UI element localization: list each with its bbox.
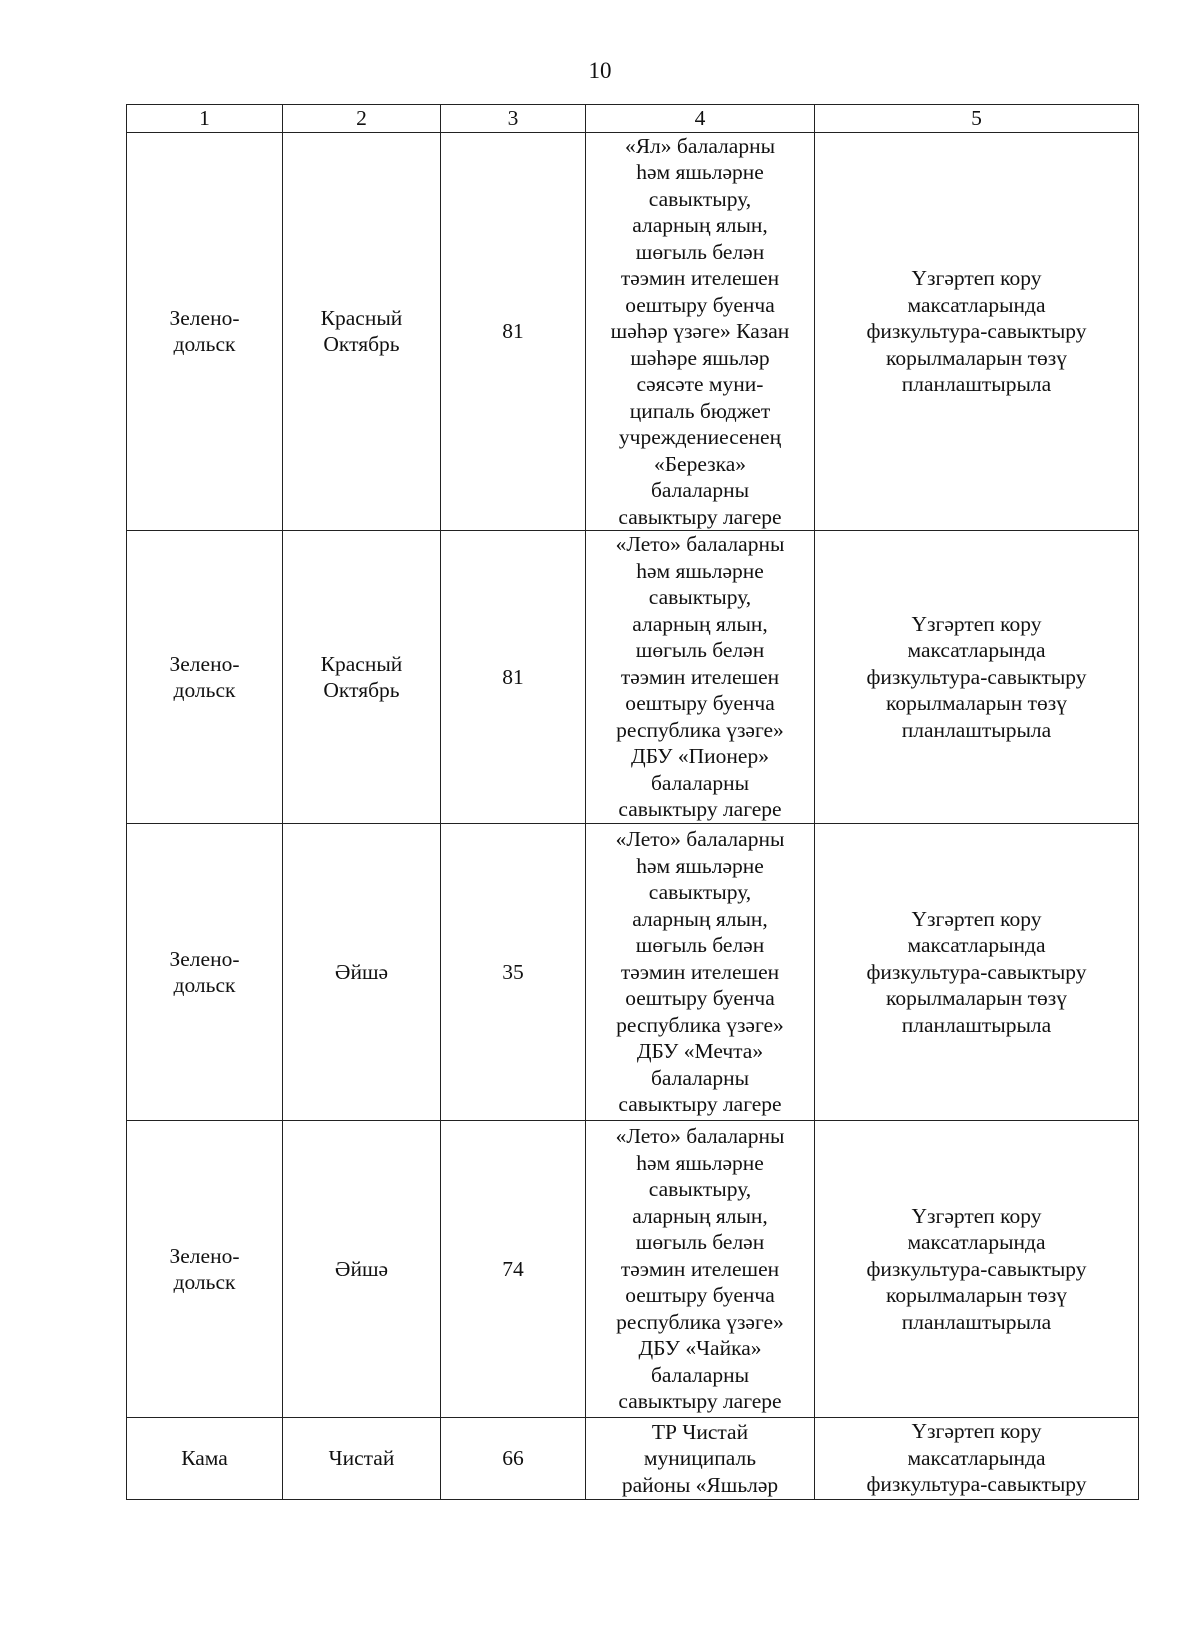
region-cell: Кама xyxy=(127,1418,283,1500)
number-cell: 66 xyxy=(441,1418,586,1500)
page-number: 10 xyxy=(588,58,612,83)
column-header: 5 xyxy=(815,105,1139,133)
facility-cell: «Ял» балаларны һәм яшьләрне савыктыру, аларның ялын, шөгыль белән тәэмин ителешен оештыру буенча шәһәр үзәге» Казан шәһәре яшьләр сәясәте муни- ципаль бюджет учреждениесенең «Березка» балаларны савыктыру лагере xyxy=(586,132,815,531)
table-row xyxy=(127,1418,1139,1500)
table-row xyxy=(127,531,1139,824)
note-cell: Үзгәртеп кору максатларында физкультура-савыктыру xyxy=(815,1418,1139,1500)
number-cell: 81 xyxy=(441,132,586,531)
settlement-cell: Әйшә xyxy=(283,824,441,1121)
number-cell: 81 xyxy=(441,531,586,824)
note-cell: Үзгәртеп кору максатларында физкультура-савыктыру корылмаларын төзү планлаштырыла xyxy=(815,1121,1139,1418)
region-cell: Зелено- дольск xyxy=(127,132,283,531)
table-row xyxy=(127,1121,1139,1418)
facility-cell: «Лето» балаларны һәм яшьләрне савыктыру, аларның ялын, шөгыль белән тәэмин ителешен оештыру буенча республика үзәге» ДБУ «Пионер» балаларны савыктыру лагере xyxy=(586,531,815,824)
facility-cell: «Лето» балаларны һәм яшьләрне савыктыру, аларның ялын, шөгыль белән тәэмин ителешен оештыру буенча республика үзәге» ДБУ «Мечта» балаларны савыктыру лагере xyxy=(586,824,815,1121)
facility-cell: «Лето» балаларны һәм яшьләрне савыктыру, аларның ялын, шөгыль белән тәэмин ителешен оештыру буенча республика үзәге» ДБУ «Чайка» балаларны савыктыру лагере xyxy=(586,1121,815,1418)
column-header: 1 xyxy=(127,105,283,133)
note-cell: Үзгәртеп кору максатларында физкультура-савыктыру корылмаларын төзү планлаштырыла xyxy=(815,824,1139,1121)
settlement-cell: Красный Октябрь xyxy=(283,132,441,531)
number-cell: 35 xyxy=(441,824,586,1121)
region-cell: Зелено- дольск xyxy=(127,531,283,824)
settlement-cell: Красный Октябрь xyxy=(283,531,441,824)
column-header: 4 xyxy=(586,105,815,133)
region-cell: Зелено- дольск xyxy=(127,824,283,1121)
settlement-cell: Әйшә xyxy=(283,1121,441,1418)
column-header: 3 xyxy=(441,105,586,133)
settlement-cell: Чистай xyxy=(283,1418,441,1500)
table-row xyxy=(127,132,1139,531)
data-table xyxy=(126,104,1139,1500)
note-cell: Үзгәртеп кору максатларында физкультура-савыктыру корылмаларын төзү планлаштырыла xyxy=(815,531,1139,824)
table-row xyxy=(127,824,1139,1121)
table-header-row xyxy=(127,105,1139,133)
facility-cell: ТР Чистай муниципаль районы «Яшьләр xyxy=(586,1418,815,1500)
column-header: 2 xyxy=(283,105,441,133)
region-cell: Зелено- дольск xyxy=(127,1121,283,1418)
number-cell: 74 xyxy=(441,1121,586,1418)
note-cell: Үзгәртеп кору максатларында физкультура-савыктыру корылмаларын төзү планлаштырыла xyxy=(815,132,1139,531)
